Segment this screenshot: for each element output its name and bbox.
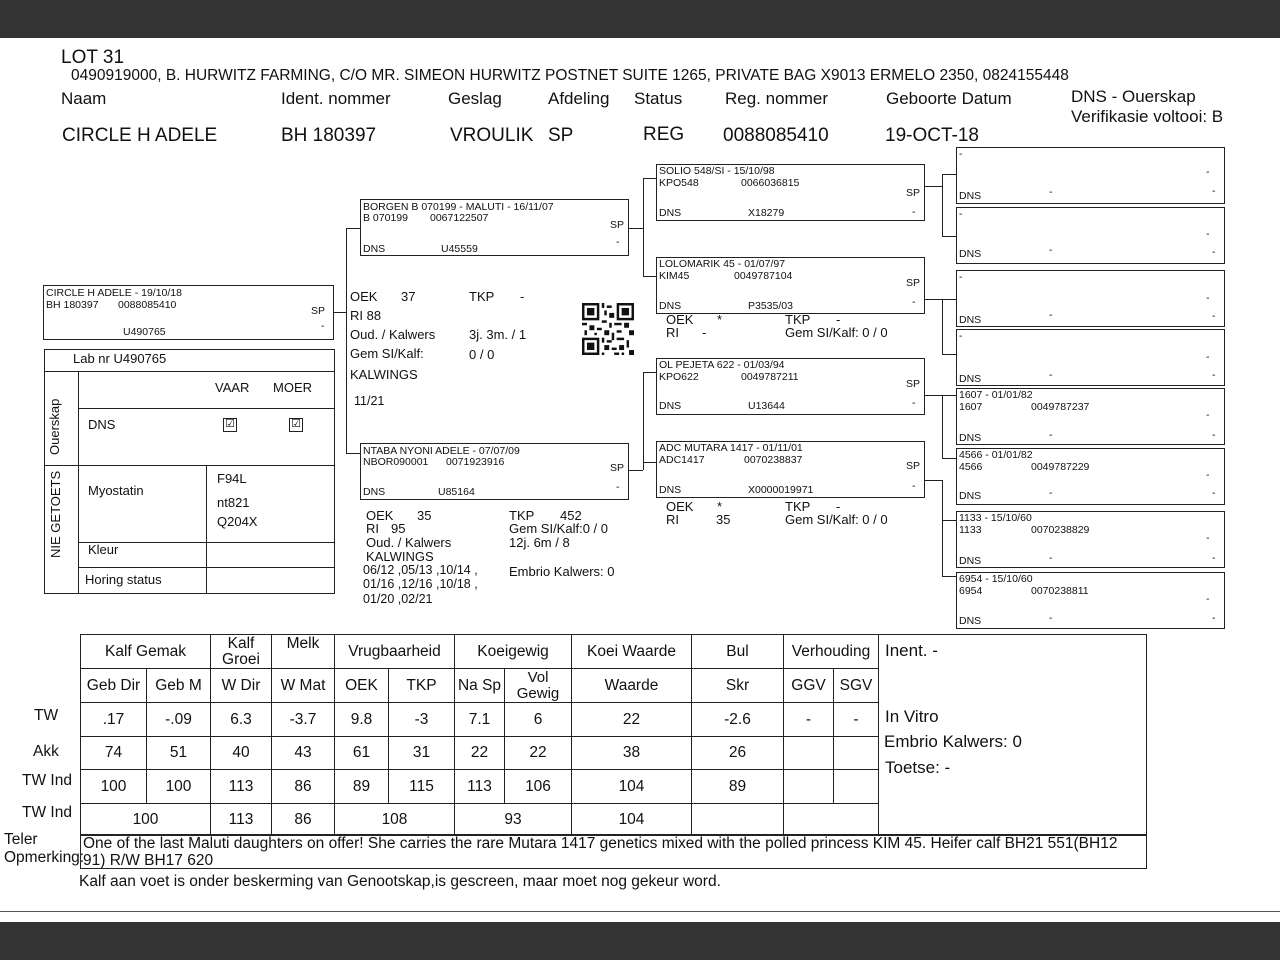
header-geslag: Geslag	[448, 89, 502, 108]
ggp4-dash1: -	[1206, 351, 1210, 363]
ggp1-dash1: -	[1206, 166, 1210, 178]
animal-ident: BH 180397	[281, 125, 377, 146]
col-ggv: GGV	[784, 669, 834, 703]
group-verhouding: Verhouding	[784, 635, 879, 669]
dam-tkp-label: TKP	[509, 508, 535, 523]
ggp5-reg: 0049787237	[1031, 401, 1090, 413]
ggp5-title: 1607 - 01/01/82	[959, 389, 1033, 401]
subject-reg: 0088085410	[118, 299, 177, 311]
ggp-box-8	[956, 572, 1225, 629]
twind-w-mat: 86	[272, 770, 335, 804]
subject-title: CIRCLE H ADELE - 19/10/18	[46, 287, 182, 299]
dam-oek-label: OEK	[366, 508, 394, 523]
grandparent-box-1	[656, 164, 925, 221]
col-skr: Skr	[692, 669, 784, 703]
mgs-gem: Gem SI/Kalf: 0 / 0	[785, 512, 888, 527]
gp2-dns: DNS	[659, 300, 682, 312]
gp4-reg: 0070238837	[744, 454, 803, 466]
akk-w-mat: 43	[272, 737, 335, 770]
opmerking-box	[80, 834, 1147, 869]
sire-kalwings-label: KALWINGS	[350, 367, 418, 382]
ggp8-dash1: -	[1206, 593, 1210, 605]
footer-divider	[0, 911, 1280, 912]
dam-kalwings-3: 01/20 ,02/21	[363, 592, 433, 606]
sire-tkp-label: TKP	[469, 289, 495, 304]
sire-dash: -	[616, 236, 620, 248]
sire-oek-label: OEK	[350, 289, 378, 304]
twind-waarde: 104	[572, 770, 692, 804]
myostatin-label: Myostatin	[88, 483, 144, 498]
sire-box	[360, 199, 629, 256]
animal-status: REG	[643, 124, 685, 145]
gp3-code: U13644	[748, 400, 785, 412]
ggp5-dash3: -	[1212, 429, 1216, 441]
ggp7-dash3: -	[1212, 552, 1216, 564]
col-tkp: TKP	[389, 669, 455, 703]
dam-oud-value: 12j. 6m / 8	[509, 535, 570, 550]
gp2-dash: -	[912, 296, 916, 308]
tw-waarde: 22	[572, 703, 692, 737]
ggp3-dns: DNS	[959, 314, 982, 326]
ggp-box-1	[956, 147, 1225, 204]
gp3-dash: -	[912, 397, 916, 409]
ggp-box-2	[956, 207, 1225, 264]
ggp3-dash2: -	[1049, 309, 1053, 321]
ggp7-dash1: -	[1206, 532, 1210, 544]
lab-nr: Lab nr U490765	[73, 351, 167, 366]
twind-geb-dir: 100	[81, 770, 147, 804]
ggp6-id: 4566	[959, 461, 983, 473]
tw-w-mat: -3.7	[272, 703, 335, 737]
dam-box	[360, 443, 629, 500]
header-verifikasie: Verifikasie voltooi: B	[1071, 107, 1224, 126]
group-koeigewig: Koeigewig	[455, 635, 572, 669]
gp1-dash: -	[912, 206, 916, 218]
pgd-ri-label: RI	[666, 325, 679, 340]
footer-note: Kalf aan voet is onder beskerming van Genootskap,is gescreen, maar moet nog gekeur word.	[79, 873, 721, 890]
kleur-label: Kleur	[88, 542, 119, 557]
ggp1-dash2: -	[1049, 186, 1053, 198]
twind2-vrugbaarheid: 108	[335, 804, 455, 836]
akk-oek: 61	[335, 737, 389, 770]
tw-w-dir: 6.3	[211, 703, 272, 737]
ggp5-dns: DNS	[959, 432, 982, 444]
ggp1-dns: DNS	[959, 190, 982, 202]
twind-na-sp: 113	[455, 770, 505, 804]
sire-reg: 0067122507	[430, 212, 489, 224]
dam-reg: 0071923916	[446, 456, 505, 468]
gp2-reg: 0049787104	[734, 270, 793, 282]
ggp3-title: -	[959, 271, 963, 283]
gp1-reg: 0066036815	[741, 177, 800, 189]
akk-sgv	[834, 737, 879, 770]
grandparent-box-3	[656, 358, 925, 415]
group-bul: Bul	[692, 635, 784, 669]
top-dark-bar	[0, 0, 1280, 38]
ggp6-dash2: -	[1049, 487, 1053, 499]
sire-gem-label: Gem SI/Kalf:	[350, 346, 424, 361]
sire-oek-value: 37	[401, 289, 416, 304]
ggp4-dash2: -	[1049, 369, 1053, 381]
sire-oud-label: Oud. / Kalwers	[350, 327, 436, 342]
tw-na-sp: 7.1	[455, 703, 505, 737]
dam-ri-label: RI	[366, 521, 379, 536]
twind2-koei-waarde: 104	[572, 804, 692, 836]
ggp4-title: -	[959, 330, 963, 342]
grandparent-box-2	[656, 257, 925, 314]
animal-afdeling: SP	[548, 125, 574, 146]
gp2-title: LOLOMARIK 45 - 01/07/97	[659, 258, 786, 270]
ggp2-dash3: -	[1212, 246, 1216, 258]
embrio-label: Embrio Kalwers: 0	[884, 732, 1022, 751]
group-koei-waarde: Koei Waarde	[572, 635, 692, 669]
ggp-box-7	[956, 511, 1225, 568]
ggp8-reg: 0070238811	[1031, 585, 1089, 597]
ggp6-dash1: -	[1206, 469, 1210, 481]
mgs-tkp-label: TKP	[785, 499, 811, 514]
twind-geb-m: 100	[147, 770, 211, 804]
ggp4-dash3: -	[1212, 369, 1216, 381]
dam-kalwings-label: KALWINGS	[366, 549, 434, 564]
mgs-ri-value: 35	[716, 512, 731, 527]
header-afdeling: Afdeling	[548, 89, 610, 108]
ggp-box-4	[956, 329, 1225, 386]
twind-w-dir: 113	[211, 770, 272, 804]
mgs-tkp-value: -	[836, 499, 841, 514]
sire-id: B 070199	[363, 212, 408, 224]
ggp7-dns: DNS	[959, 555, 982, 567]
row-label-akk: Akk	[33, 743, 59, 760]
dam-sp: SP	[610, 462, 625, 474]
opmerking-label: Opmerking:	[4, 849, 85, 866]
header-reg: Reg. nommer	[725, 89, 828, 108]
akk-na-sp: 22	[455, 737, 505, 770]
akk-w-dir: 40	[211, 737, 272, 770]
nie-getoets-label: NIE GETOETS	[48, 470, 63, 558]
row-label-tw: TW	[34, 707, 59, 724]
animal-geslag: VROULIK	[450, 125, 534, 146]
akk-waarde: 38	[572, 737, 692, 770]
akk-skr: 26	[692, 737, 784, 770]
gp4-dash: -	[912, 480, 916, 492]
twind-oek: 89	[335, 770, 389, 804]
tw-tkp: -3	[389, 703, 455, 737]
sire-gem-value: 0 / 0	[469, 347, 495, 362]
mgs-oek-label: OEK	[666, 499, 694, 514]
gp2-id: KIM45	[659, 270, 690, 282]
col-geb-dir: Geb Dir	[81, 669, 147, 703]
group-kalf-groei: Kalf Groei	[211, 635, 272, 669]
col-vol-gewig: Vol Gewig	[505, 669, 572, 703]
twind-sgv	[834, 770, 879, 804]
gp1-id: KPO548	[659, 177, 699, 189]
qr-code-icon	[582, 303, 634, 355]
col-oek: OEK	[335, 669, 389, 703]
ggp1-dash3: -	[1212, 185, 1216, 197]
subject-id: BH 180397	[46, 299, 99, 311]
akk-geb-dir: 74	[81, 737, 147, 770]
myostatin-nt821: nt821	[217, 495, 250, 510]
animal-naam: CIRCLE H ADELE	[62, 125, 218, 146]
sire-tkp-value: -	[520, 289, 525, 304]
ggp7-dash2: -	[1049, 552, 1053, 564]
ggp6-dns: DNS	[959, 490, 982, 502]
akk-tkp: 31	[389, 737, 455, 770]
pgd-gem: Gem SI/Kalf: 0 / 0	[785, 325, 888, 340]
ggp-box-5	[956, 388, 1225, 445]
gp2-sp: SP	[906, 277, 921, 289]
gp1-dns: DNS	[659, 207, 682, 219]
dam-kalwings-1: 06/12 ,05/13 ,10/14 ,	[363, 563, 478, 577]
vaar-checkbox: ☑	[223, 418, 237, 432]
group-melk: Melk	[272, 635, 335, 669]
gp4-dns: DNS	[659, 484, 682, 496]
col-waarde: Waarde	[572, 669, 692, 703]
twind2-bul	[692, 804, 784, 836]
ggp2-title: -	[959, 208, 963, 220]
tw-geb-m: -.09	[147, 703, 211, 737]
animal-reg: 0088085410	[723, 125, 829, 146]
gp1-title: SOLIO 548/SI - 15/10/98	[659, 165, 775, 177]
sire-kalwings-value: 11/21	[354, 394, 385, 408]
gp4-code: X0000019971	[748, 484, 814, 496]
ggp8-dns: DNS	[959, 615, 982, 627]
remarks-panel	[879, 635, 1147, 836]
dam-oud-label: Oud. / Kalwers	[366, 535, 452, 550]
ggp3-dash3: -	[1212, 310, 1216, 322]
tw-vol-gewig: 6	[505, 703, 572, 737]
tw-geb-dir: .17	[81, 703, 147, 737]
dam-gem: Gem SI/Kalf:0 / 0	[509, 521, 608, 536]
ggp2-dash2: -	[1049, 244, 1053, 256]
breeder-info: 0490919000, B. HURWITZ FARMING, C/O MR. SIMEON HURWITZ POSTNET SUITE 1265, PRIVATE BAG X9013 ERMELO 2350, 0824155448	[71, 67, 1069, 84]
invitro-label: In Vitro	[885, 707, 939, 726]
gp3-sp: SP	[906, 378, 921, 390]
ggp6-reg: 0049787229	[1031, 461, 1090, 473]
grandparent-box-4	[656, 441, 925, 498]
header-ident: Ident. nommer	[281, 89, 391, 108]
twind2-melk: 86	[272, 804, 335, 836]
sire-oud-value: 3j. 3m. / 1	[469, 327, 527, 342]
col-w-dir: W Dir	[211, 669, 272, 703]
gp3-title: OL PEJETA 622 - 01/03/94	[659, 359, 785, 371]
ggp8-title: 6954 - 15/10/60	[959, 573, 1033, 585]
twind2-verhouding	[784, 804, 879, 836]
dam-title: NTABA NYONI ADELE - 07/07/09	[363, 445, 520, 457]
header-naam: Naam	[61, 89, 107, 108]
subject-box	[43, 285, 334, 340]
ggp8-dash2: -	[1049, 612, 1053, 624]
lab-moer: MOER	[273, 380, 312, 395]
gp4-title: ADC MUTARA 1417 - 01/11/01	[659, 442, 803, 454]
akk-geb-m: 51	[147, 737, 211, 770]
performance-table	[80, 634, 1147, 836]
gp1-sp: SP	[906, 187, 921, 199]
ouerskap-label: Ouerskap	[47, 398, 62, 455]
sire-title: BORGEN B 070199 - MALUTI - 16/11/07	[363, 201, 554, 213]
moer-checkbox: ☑	[289, 418, 303, 432]
subject-dash: -	[321, 320, 325, 332]
twind2-kalf-gemak: 100	[81, 804, 211, 836]
lot-number: LOT 31	[61, 47, 125, 68]
mgs-oek-value: *	[717, 499, 723, 514]
ggp7-reg: 0070238829	[1031, 524, 1090, 536]
header-geboorte: Geboorte Datum	[886, 89, 1012, 108]
header-dns: DNS - Ouerskap	[1071, 87, 1196, 106]
dam-dash: -	[616, 481, 620, 493]
ggp5-id: 1607	[959, 401, 983, 413]
twind-vol-gewig: 106	[505, 770, 572, 804]
twind-ggv	[784, 770, 834, 804]
pgd-oek-value: *	[717, 312, 723, 327]
gp3-reg: 0049787211	[741, 371, 799, 383]
bottom-dark-bar	[0, 922, 1280, 960]
lab-dns: DNS	[88, 417, 116, 432]
ggp5-dash2: -	[1049, 429, 1053, 441]
sire-ri: RI 88	[350, 308, 382, 323]
inent-label: Inent. -	[885, 641, 938, 660]
ggp2-dash1: -	[1206, 228, 1210, 240]
toetse-label: Toetse: -	[885, 758, 951, 777]
dam-tkp-value: 452	[560, 508, 582, 523]
subject-sp: SP	[311, 305, 326, 317]
ggp8-id: 6954	[959, 585, 983, 597]
ggp6-dash3: -	[1212, 487, 1216, 499]
row-label-tw-ind: TW Ind	[22, 772, 72, 789]
ggp3-dash1: -	[1206, 292, 1210, 304]
gp3-id: KPO622	[659, 371, 699, 383]
horing-label: Horing status	[85, 572, 162, 587]
tw-oek: 9.8	[335, 703, 389, 737]
col-na-sp: Na Sp	[455, 669, 505, 703]
ggp7-title: 1133 - 15/10/60	[959, 512, 1032, 524]
col-sgv: SGV	[834, 669, 879, 703]
ggp7-id: 1133	[959, 524, 982, 536]
ggp4-dns: DNS	[959, 373, 982, 385]
col-geb-m: Geb M	[147, 669, 211, 703]
dam-embrio: Embrio Kalwers: 0	[509, 564, 615, 579]
gp2-code: P3535/03	[748, 300, 793, 312]
gp3-dns: DNS	[659, 400, 682, 412]
teler-label: Teler	[4, 831, 38, 848]
opmerking-text: One of the last Maluti daughters on offer! She carries the rare Mutara 1417 genetics mixed with the polled princess KIM 45. Heifer calf BH21 551(BH12 91) R/W BH17 620	[83, 835, 1118, 869]
dam-oek-value: 35	[417, 508, 432, 523]
ggp1-title: -	[959, 148, 963, 160]
mgs-ri-label: RI	[666, 512, 679, 527]
akk-vol-gewig: 22	[505, 737, 572, 770]
dam-kalwings-2: 01/16 ,12/16 ,10/18 ,	[363, 577, 478, 591]
sire-dns: DNS	[363, 243, 386, 255]
dam-id: NBOR090001	[363, 456, 429, 468]
tw-skr: -2.6	[692, 703, 784, 737]
pgd-ri-value: -	[702, 325, 707, 340]
lab-vaar: VAAR	[215, 380, 250, 395]
myostatin-f94l: F94L	[217, 471, 247, 486]
twind-tkp: 115	[389, 770, 455, 804]
pgd-tkp-label: TKP	[785, 312, 811, 327]
myostatin-q204x: Q204X	[217, 514, 258, 529]
gp4-sp: SP	[906, 460, 921, 472]
twind-skr: 89	[692, 770, 784, 804]
tw-sgv: -	[834, 703, 879, 737]
sire-code: U45559	[441, 243, 478, 255]
twind2-kalf-groei: 113	[211, 804, 272, 836]
pgd-oek-label: OEK	[666, 312, 694, 327]
dam-dns: DNS	[363, 486, 386, 498]
twind2-koeigewig: 93	[455, 804, 572, 836]
pgd-tkp-value: -	[836, 312, 841, 327]
subject-code: U490765	[123, 326, 166, 338]
gp4-id: ADC1417	[659, 454, 705, 466]
tw-ggv: -	[784, 703, 834, 737]
ggp2-dns: DNS	[959, 248, 982, 260]
sire-sp: SP	[610, 219, 625, 231]
ggp5-dash1: -	[1206, 409, 1210, 421]
dam-ri-value: 95	[391, 521, 406, 536]
header-status: Status	[634, 89, 683, 108]
ggp-box-3	[956, 270, 1225, 327]
akk-ggv	[784, 737, 834, 770]
group-kalf-gemak: Kalf Gemak	[81, 635, 211, 669]
ggp8-dash3: -	[1212, 612, 1216, 624]
gp1-code: X18279	[748, 207, 785, 219]
dam-code: U85164	[438, 486, 475, 498]
animal-geboorte: 19-OCT-18	[885, 125, 979, 146]
col-w-mat: W Mat	[272, 669, 335, 703]
group-vrugbaarheid: Vrugbaarheid	[335, 635, 455, 669]
ggp6-title: 4566 - 01/01/82	[959, 449, 1033, 461]
ggp-box-6	[956, 448, 1225, 505]
row-label-tw-ind-2: TW Ind	[22, 804, 72, 821]
lab-box	[44, 349, 335, 594]
